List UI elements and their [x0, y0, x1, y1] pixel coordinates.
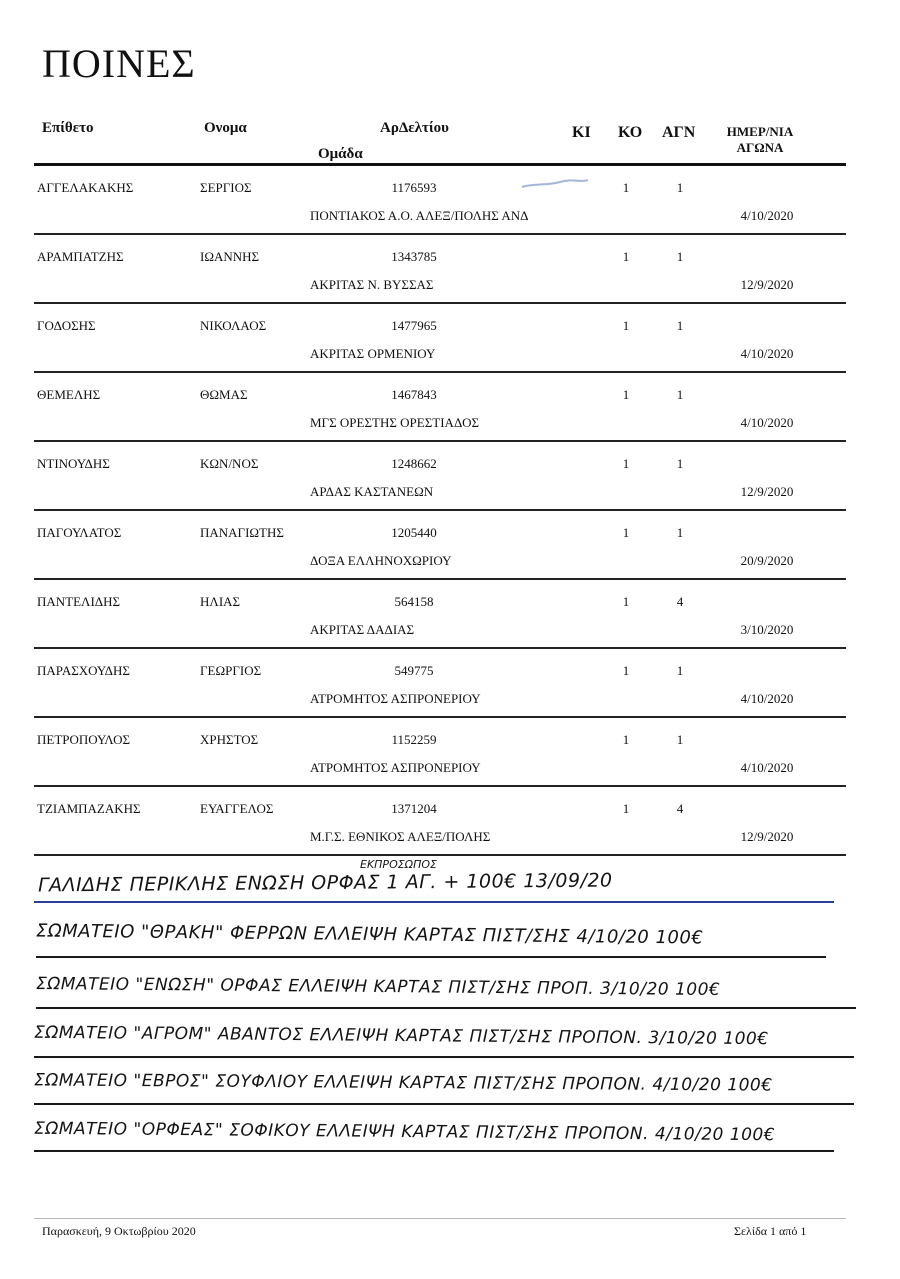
first-name: ΓΕΩΡΓΙΟΣ — [200, 663, 262, 678]
table-row — [34, 304, 846, 374]
ki-value: 1 — [622, 663, 630, 678]
ko-value: 4 — [676, 594, 684, 609]
last-name: ΘΕΜΕΛΗΣ — [37, 387, 101, 402]
last-name: ΑΡΑΜΠΑΤΖΗΣ — [37, 249, 124, 264]
ko-value: 1 — [676, 318, 684, 333]
match-date: 20/9/2020 — [740, 553, 794, 568]
match-date: 4/10/2020 — [740, 760, 794, 775]
match-date: 4/10/2020 — [740, 415, 794, 430]
handwritten-note-representative: ΕΚΠΡΟΣΩΠΟΣ — [360, 858, 437, 871]
first-name: ΧΡΗΣΤΟΣ — [200, 732, 259, 747]
ki-value: 1 — [622, 594, 630, 609]
card-number: 1152259 — [391, 732, 437, 747]
card-number: 1343785 — [391, 249, 437, 264]
table-row — [34, 787, 846, 857]
team-name: ΠΟΝΤΙΑΚΟΣ Α.Ο. ΑΛΕΞ/ΠΟΛΗΣ ΑΝΔ — [310, 208, 529, 223]
last-name: ΠΑΡΑΣΧΟΥΔΗΣ — [37, 663, 130, 678]
team-name: ΜΓΣ ΟΡΕΣΤΗΣ ΟΡΕΣΤΙΑΔΟΣ — [310, 415, 480, 430]
ko-value: 1 — [676, 249, 684, 264]
card-number: 564158 — [394, 594, 434, 609]
handwritten-line-3: ΣΩΜΑΤΕΙΟ "ΕΝΩΣΗ" ΟΡΦΑΣ ΕΛΛΕΙΨΗ ΚΑΡΤΑΣ ΠΙΣΤ/ΣΗΣ ΠΡΟΠ. 3/10/20 100€ — [35, 974, 721, 1000]
header-agn: ΑΓΝ — [662, 124, 696, 141]
match-date: 4/10/2020 — [740, 208, 794, 223]
footer-page-number: Σελίδα 1 από 1 — [734, 1224, 807, 1238]
card-number: 549775 — [394, 663, 434, 678]
header-date-line1: ΗΜΕΡ/ΝΙΑ — [726, 124, 794, 139]
last-name: ΝΤΙΝΟΥΔΗΣ — [37, 456, 110, 471]
first-name: ΠΑΝΑΓΙΩΤΗΣ — [200, 525, 284, 540]
ko-value: 1 — [676, 663, 684, 678]
ki-value: 1 — [622, 525, 630, 540]
last-name: ΓΟΔΟΣΗΣ — [37, 318, 96, 333]
card-number: 1371204 — [391, 801, 437, 816]
header-ki: ΚΙ — [572, 124, 591, 141]
ki-value: 1 — [622, 180, 630, 195]
ki-value: 1 — [622, 249, 630, 264]
team-name: ΑΚΡΙΤΑΣ Ν. ΒΥΣΣΑΣ — [310, 277, 434, 292]
match-date: 4/10/2020 — [740, 691, 794, 706]
match-date: 12/9/2020 — [740, 484, 794, 499]
last-name: ΠΕΤΡΟΠΟΥΛΟΣ — [37, 732, 131, 747]
table-row — [34, 166, 846, 236]
card-number: 1176593 — [391, 180, 437, 195]
handwritten-line-4: ΣΩΜΑΤΕΙΟ "ΑΓΡΟΜ" ΑΒΑΝΤΟΣ ΕΛΛΕΙΨΗ ΚΑΡΤΑΣ ΠΙΣΤ/ΣΗΣ ΠΡΟΠΟΝ. 3/10/20 100€ — [33, 1022, 769, 1050]
footer-date: Παρασκευή, 9 Οκτωβρίου 2020 — [42, 1224, 196, 1238]
handwritten-underline — [34, 1103, 854, 1105]
table-row — [34, 442, 846, 512]
ki-value: 1 — [622, 732, 630, 747]
table-row — [34, 718, 846, 788]
table-row — [34, 649, 846, 719]
handwritten-underline — [34, 1150, 834, 1152]
team-name: ΑΚΡΙΤΑΣ ΟΡΜΕΝΙΟΥ — [310, 346, 436, 361]
ko-value: 1 — [676, 456, 684, 471]
first-name: ΘΩΜΑΣ — [200, 387, 248, 402]
team-name: ΑΡΔΑΣ ΚΑΣΤΑΝΕΩΝ — [310, 484, 434, 499]
header-match-date — [706, 124, 814, 156]
ki-value: 1 — [622, 801, 630, 816]
card-number: 1467843 — [391, 387, 437, 402]
handwritten-line-2: ΣΩΜΑΤΕΙΟ "ΘΡΑΚΗ" ΦΕΡΡΩΝ ΕΛΛΕΙΨΗ ΚΑΡΤΑΣ ΠΙΣΤ/ΣΗΣ 4/10/20 100€ — [35, 920, 704, 949]
footer-divider — [34, 1218, 846, 1219]
match-date: 4/10/2020 — [740, 346, 794, 361]
card-number: 1248662 — [391, 456, 437, 471]
team-name: ΔΟΞΑ ΕΛΛΗΝΟΧΩΡΙΟΥ — [310, 553, 452, 568]
handwritten-underline — [36, 956, 826, 958]
match-date: 12/9/2020 — [740, 829, 794, 844]
ki-value: 1 — [622, 456, 630, 471]
match-date: 12/9/2020 — [740, 277, 794, 292]
ko-value: 1 — [676, 525, 684, 540]
ki-value: 1 — [622, 387, 630, 402]
card-number: 1205440 — [391, 525, 437, 540]
ki-value: 1 — [622, 318, 630, 333]
header-last-name: Επίθετο — [42, 120, 94, 136]
first-name: ΗΛΙΑΣ — [200, 594, 241, 609]
ko-value: 1 — [676, 732, 684, 747]
first-name: ΙΩΑΝΝΗΣ — [200, 249, 260, 264]
team-name: ΑΚΡΙΤΑΣ ΔΑΔΙΑΣ — [310, 622, 415, 637]
handwritten-line-5: ΣΩΜΑΤΕΙΟ "ΕΒΡΟΣ" ΣΟΥΦΛΙΟΥ ΕΛΛΕΙΨΗ ΚΑΡΤΑΣ ΠΙΣΤ/ΣΗΣ ΠΡΟΠΟΝ. 4/10/20 100€ — [33, 1070, 773, 1096]
card-number: 1477965 — [391, 318, 437, 333]
blue-underline — [34, 901, 834, 903]
handwritten-line-6: ΣΩΜΑΤΕΙΟ "ΟΡΦΕΑΣ" ΣΟΦΙΚΟΥ ΕΛΛΕΙΨΗ ΚΑΡΤΑΣ ΠΙΣΤ/ΣΗΣ ΠΡΟΠΟΝ. 4/10/20 100€ — [33, 1118, 776, 1146]
header-first-name: Ονομα — [204, 120, 247, 136]
page-title: ΠΟΙΝΕΣ — [42, 41, 196, 86]
table-row — [34, 235, 846, 305]
table-row — [34, 580, 846, 650]
table-row — [34, 373, 846, 443]
handwritten-underline — [36, 1007, 856, 1009]
match-date: 3/10/2020 — [740, 622, 794, 637]
last-name: ΠΑΓΟΥΛΑΤΟΣ — [37, 525, 122, 540]
last-name: ΠΑΝΤΕΛΙΔΗΣ — [37, 594, 121, 609]
ko-value: 4 — [676, 801, 684, 816]
first-name: ΚΩΝ/ΝΟΣ — [200, 456, 259, 471]
team-name: ΑΤΡΟΜΗΤΟΣ ΑΣΠΡΟΝΕΡΙΟΥ — [310, 691, 481, 706]
team-name: Μ.Γ.Σ. ΕΘΝΙΚΟΣ ΑΛΕΞ/ΠΟΛΗΣ — [310, 829, 491, 844]
header-ko: ΚΟ — [618, 124, 643, 141]
last-name: ΑΓΓΕΛΑΚΑΚΗΣ — [37, 180, 134, 195]
handwritten-line-1: ΓΑΛΙΔΗΣ ΠΕΡΙΚΛΗΣ ΕΝΩΣΗ ΟΡΦΑΣ 1 ΑΓ. + 100€ 13/09/20 — [37, 869, 613, 897]
ko-value: 1 — [676, 180, 684, 195]
table-row — [34, 511, 846, 581]
first-name: ΝΙΚΟΛΑΟΣ — [200, 318, 267, 333]
header-team: Ομάδα — [318, 146, 363, 162]
first-name: ΣΕΡΓΙΟΣ — [200, 180, 252, 195]
team-name: ΑΤΡΟΜΗΤΟΣ ΑΣΠΡΟΝΕΡΙΟΥ — [310, 760, 481, 775]
ko-value: 1 — [676, 387, 684, 402]
header-card-number: ΑρΔελτίου — [380, 120, 449, 136]
header-date-line2: ΑΓΩΝΑ — [736, 140, 784, 155]
first-name: ΕΥΑΓΓΕΛΟΣ — [200, 801, 274, 816]
last-name: ΤΖΙΑΜΠΑΖΑΚΗΣ — [37, 801, 141, 816]
handwritten-underline — [34, 1056, 854, 1058]
row-divider — [34, 854, 846, 856]
